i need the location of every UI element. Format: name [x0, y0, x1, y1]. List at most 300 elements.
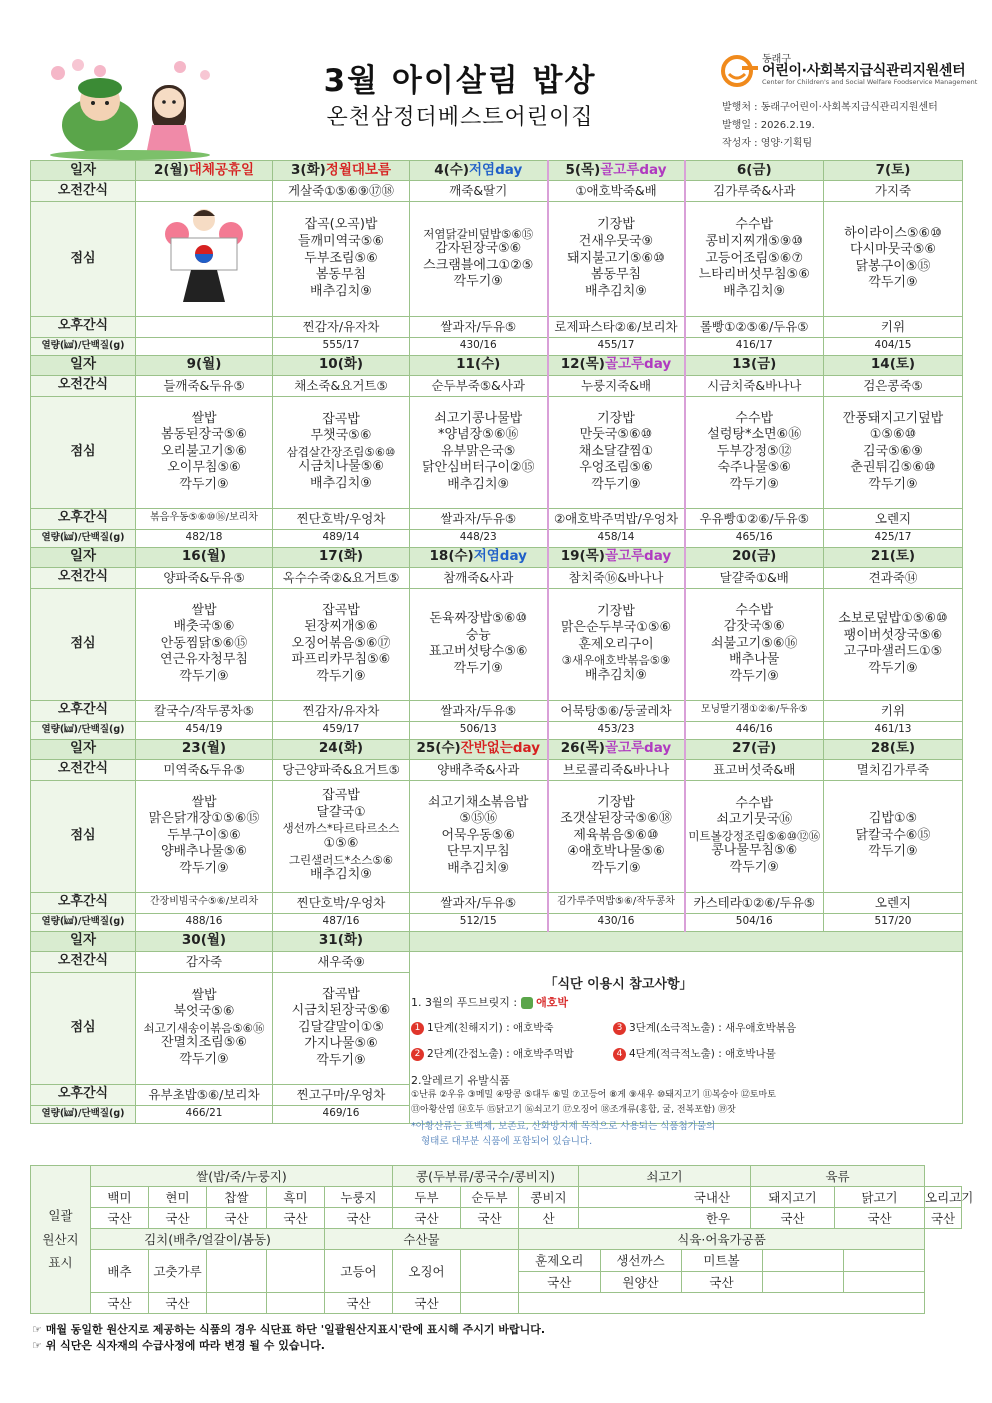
pm-snack-text: 롤빵①②⑤⑥/두유⑤ — [699, 318, 809, 334]
lunch-item: 닭칼국수⑥⑮ — [855, 827, 931, 843]
am-snack-text: 표고버섯죽&배 — [713, 761, 796, 777]
lunch-cell — [824, 588, 963, 700]
lunch-item: 깍두기⑨ — [868, 844, 918, 860]
lunch-item: 기장밥 — [597, 217, 635, 233]
day-header — [273, 547, 410, 567]
lunch-item: 깍두기⑨ — [179, 477, 229, 493]
lunch-item: 봄동된장국⑤⑥ — [160, 427, 248, 443]
origin-rice-item: 흑미 — [267, 1187, 325, 1208]
lunch-item: 느타리버섯무침⑤⑥ — [698, 267, 810, 283]
lunch-item: 우엉조림⑤⑥ — [579, 460, 653, 476]
origin-meat-item: 돼지고기 — [751, 1187, 835, 1208]
publish-date: 발행일 : 2026.2.19. — [722, 120, 815, 131]
am-snack-cell — [548, 567, 685, 588]
kcal-cell: 448/23 — [410, 529, 548, 547]
origin-value: 국산 — [393, 1208, 461, 1229]
lunch-cell — [548, 780, 685, 892]
pm-snack-cell — [136, 700, 273, 721]
am-snack-cell — [273, 951, 410, 972]
lunch-item: 스크램블에그①②⑤ — [423, 257, 534, 273]
lunch-item: 맑은닭개장①⑤⑥⑮ — [148, 811, 260, 827]
origin-value: 한우 — [579, 1208, 751, 1229]
kcal-cell: 458/14 — [548, 529, 685, 547]
day-date: 27(금) — [732, 740, 777, 757]
am-snack-text: 양배추죽&사과 — [437, 761, 520, 777]
org-logo-icon — [720, 54, 760, 88]
kcal-cell: 482/18 — [136, 529, 273, 547]
origin-processed-header: 식육·어육가공품 — [519, 1229, 925, 1250]
pm-snack-text: 키위 — [880, 318, 906, 334]
origin-rice-item: 백미 — [91, 1187, 149, 1208]
am-snack-cell — [410, 375, 548, 396]
day-date: 7(토) — [875, 161, 911, 178]
notes-title: 「식단 이용시 참고사항」 — [544, 977, 693, 992]
row-label-am: 오전간식 — [31, 759, 136, 780]
lunch-item: 오징어볶음⑤⑥⑰ — [291, 635, 391, 651]
lunch-item: 깍두기⑨ — [729, 669, 779, 685]
day-header — [548, 547, 685, 567]
lunch-item: 고구마샐러드①⑤ — [843, 644, 943, 660]
pm-snack-cell — [136, 508, 273, 529]
pm-snack-cell — [136, 1084, 273, 1105]
day-header — [685, 355, 824, 375]
pm-snack-cell — [548, 700, 685, 721]
lunch-item: 배추김치⑨ — [310, 476, 372, 492]
lunch-cell — [548, 588, 685, 700]
day-header — [273, 355, 410, 375]
row-label-day: 일자 — [31, 931, 136, 951]
lunch-item: 두부구이⑤⑥ — [167, 827, 241, 843]
lunch-item: 오리불고기⑤⑥ — [160, 443, 248, 459]
kcal-cell: 455/17 — [548, 337, 685, 355]
am-snack-row — [31, 951, 963, 972]
lunch-cell — [136, 202, 273, 317]
lunch-item: 깍두기⑨ — [868, 275, 918, 291]
day-header — [824, 739, 963, 759]
am-snack-cell — [685, 567, 824, 588]
kcal-cell: 430/16 — [410, 337, 548, 355]
lunch-item: 된장찌개⑤⑥ — [304, 619, 378, 635]
lunch-item: ①⑤⑥⑩ — [869, 427, 917, 443]
step-4: 4 4단계(적극적노출) : 애호박나물 — [613, 1046, 776, 1061]
lunch-item: 달걀국① — [316, 804, 366, 820]
am-snack-text: 시금치죽&바나나 — [707, 377, 802, 393]
lunch-cell — [685, 396, 824, 508]
lunch-item: 숙주나물⑤⑥ — [717, 460, 792, 476]
kcal-row — [31, 913, 963, 931]
lunch-item: 깍두기⑨ — [316, 1053, 366, 1069]
sulfite-note-1: *아황산류는 표백제, 보존료, 산화방지제 목적으로 사용되는 식품첨가물의 — [411, 1121, 716, 1132]
day-tag: 골고루day — [604, 356, 672, 373]
origin-side-label: 일괄 원산지 표시 — [31, 1166, 91, 1314]
step-4-icon: 4 — [613, 1048, 626, 1061]
pm-snack-text: 칼국수/작두콩차⑤ — [154, 702, 254, 718]
pm-snack-cell — [273, 316, 410, 337]
am-snack-text: ①애호박죽&배 — [575, 183, 657, 198]
am-snack-cell — [824, 375, 963, 396]
step-2-icon: 2 — [411, 1048, 424, 1061]
step-1-icon: 1 — [411, 1022, 424, 1035]
day-date: 20(금) — [732, 548, 777, 565]
lunch-item: 닭안심버터구이②⑮ — [421, 460, 535, 476]
page-header — [0, 0, 992, 160]
am-snack-text: 미역죽&두유⑤ — [163, 761, 245, 777]
am-snack-text: 당근양파죽&요거트⑤ — [282, 761, 400, 777]
am-snack-text: 옥수수죽②&요거트⑤ — [282, 569, 400, 585]
origin-bean-item: 콩비지 — [519, 1187, 579, 1208]
lunch-item: 수수밥 — [735, 410, 774, 426]
day-header — [410, 355, 548, 375]
lunch-item: 쌀밥 — [191, 602, 217, 618]
sulfite-note-2: 형태로 대부분 식품에 포함되어 있습니다. — [421, 1136, 593, 1147]
processed-subtable — [519, 1250, 924, 1292]
origin-kimchi-header: 김치(배추/얼갈이/봄동) — [91, 1229, 325, 1250]
kcal-cell: 461/13 — [824, 721, 963, 739]
day-date: 9(월) — [186, 356, 222, 373]
day-date: 2(월) — [154, 161, 189, 178]
lunch-cell — [273, 972, 410, 1084]
zucchini-icon — [521, 997, 533, 1009]
am-snack-cell — [824, 567, 963, 588]
row-label-kcal: 열량(㎉)/단백질(g) — [31, 337, 136, 355]
pm-snack-text: 키위 — [880, 702, 906, 718]
origin-seafood-item: 고등어 — [325, 1250, 393, 1293]
am-snack-cell — [136, 951, 273, 972]
lunch-item: 쇠고기채소볶음밥 — [428, 794, 529, 810]
am-snack-cell — [548, 759, 685, 780]
day-date: 13(금) — [732, 356, 777, 373]
lunch-item: 돼지불고기⑤⑥⑩ — [567, 250, 665, 266]
origin-value: 국산 — [519, 1271, 600, 1292]
lunch-item: *양념장⑤⑥⑯ — [438, 427, 519, 443]
step-1: 1 1단계(친해지기) : 애호박죽 — [411, 1020, 554, 1035]
am-snack-cell — [548, 181, 685, 202]
pm-snack-text: 찐고구마/우엉차 — [296, 1086, 386, 1102]
origin-processed-item: 훈제오리 — [519, 1250, 600, 1271]
am-snack-row — [31, 375, 963, 396]
lunch-item: 감자된장국⑤⑥ — [435, 241, 522, 257]
kcal-cell: 459/17 — [273, 721, 410, 739]
lunch-item: 쌀밥 — [191, 410, 217, 426]
lunch-item: 수수밥 — [735, 602, 774, 618]
pm-snack-cell — [136, 316, 273, 337]
lunch-item: 조갯살된장국⑤⑥⑱ — [560, 811, 672, 827]
day-date: 23(월) — [181, 740, 227, 757]
row-label-lunch: 점심 — [31, 396, 136, 508]
pm-snack-cell — [273, 508, 410, 529]
lunch-item: 미트볼강정조림⑤⑥⑩⑫⑯ — [688, 828, 821, 843]
pm-snack-text: 카스테라①②⑥/두유⑤ — [693, 894, 815, 910]
lunch-item: ①⑤⑥ — [323, 836, 359, 852]
lunch-item: 양배추나물⑤⑥ — [160, 844, 248, 860]
pm-snack-text: 모닝딸기잼①②⑥/두유⑤ — [700, 704, 808, 716]
week-header-row — [31, 355, 963, 375]
lunch-item: 김국⑤⑥⑨ — [862, 443, 924, 459]
pm-snack-row — [31, 700, 963, 721]
pm-snack-text: 쌀과자/두유⑤ — [440, 318, 517, 334]
row-label-pm: 오후간식 — [31, 508, 136, 529]
lunch-item: 시금치된장국⑤⑥ — [291, 1003, 391, 1019]
kcal-cell: 488/16 — [136, 913, 273, 931]
lunch-item: 무챗국⑤⑥ — [310, 428, 372, 444]
day-header — [136, 547, 273, 567]
lunch-item: 고등어조림⑤⑥⑦ — [705, 250, 804, 266]
pm-snack-cell — [824, 892, 963, 913]
origin-value: 국산 — [91, 1208, 149, 1229]
lunch-item: 들깨미역국⑤⑥ — [297, 233, 385, 249]
lunch-item: 저염닭갈비덮밥⑤⑥⑮ — [423, 226, 534, 241]
lunch-item: 수수밥 — [735, 217, 774, 233]
kcal-cell: 555/17 — [273, 337, 410, 355]
foodbridge-label: 1. 3월의 푸드브릿지 : — [411, 996, 518, 1009]
lunch-item: 쌀밥 — [191, 794, 217, 810]
kcal-cell: 506/13 — [410, 721, 548, 739]
pm-snack-cell — [410, 892, 548, 913]
am-snack-cell — [273, 181, 410, 202]
kcal-row — [31, 337, 963, 355]
row-label-pm: 오후간식 — [31, 1084, 136, 1105]
day-header — [410, 161, 548, 181]
pm-snack-cell — [410, 700, 548, 721]
origin-value: 국산 — [91, 1293, 149, 1314]
pm-snack-cell — [548, 892, 685, 913]
pm-snack-cell — [548, 508, 685, 529]
lunch-item: 깍두기⑨ — [179, 669, 229, 685]
flag-girl-illustration — [149, 202, 259, 310]
lunch-item: 김밥①⑤ — [868, 811, 918, 827]
lunch-item: ③새우애호박볶음⑤⑨ — [561, 653, 671, 668]
row-label-kcal: 열량(㎉)/단백질(g) — [31, 1105, 136, 1123]
origin-meat-item: 오리고기 — [925, 1187, 962, 1208]
lunch-cell — [136, 780, 273, 892]
pm-snack-cell — [685, 700, 824, 721]
origin-value: 국산 — [681, 1271, 762, 1292]
origin-bean-header: 콩(두부류/콩국수/콩비지) — [393, 1166, 579, 1187]
row-label-pm: 오후간식 — [31, 316, 136, 337]
pm-snack-cell — [410, 508, 548, 529]
pm-snack-text: 오렌지 — [874, 510, 912, 526]
lunch-item: 배추김치⑨ — [310, 867, 372, 883]
day-date: 3(화) — [291, 161, 326, 178]
am-snack-row — [31, 181, 963, 202]
lunch-item: 만둣국⑤⑥⑩ — [579, 427, 653, 443]
row-label-kcal: 열량(㎉)/단백질(g) — [31, 913, 136, 931]
lunch-cell — [136, 588, 273, 700]
lunch-item: 잡곡밥 — [322, 602, 360, 618]
lunch-item: 기장밥 — [597, 794, 635, 810]
am-snack-cell — [410, 759, 548, 780]
lunch-cell — [824, 396, 963, 508]
allergy-title: 2.알레르기 유발식품 — [411, 1074, 510, 1087]
am-snack-cell — [685, 375, 824, 396]
lunch-item: 표고버섯탕수⑤⑥ — [428, 644, 528, 660]
lunch-item: 깍두기⑨ — [179, 1052, 229, 1068]
am-snack-cell — [136, 567, 273, 588]
lunch-item: 깍두기⑨ — [729, 860, 779, 876]
lunch-item: 배추김치⑨ — [585, 668, 647, 684]
lunch-item: 숭늉 — [465, 627, 491, 643]
day-date: 12(목) — [560, 356, 605, 373]
lunch-item: 어묵우동⑤⑥ — [441, 827, 516, 843]
page-subtitle: 온천삼정더베스트어린이집 — [326, 105, 594, 130]
kcal-cell: 466/21 — [136, 1105, 273, 1123]
lunch-item: 유부맑은국⑤ — [441, 443, 516, 459]
day-date: 26(목) — [560, 740, 605, 757]
am-snack-text: 게살죽①⑤⑥⑨⑰⑱ — [287, 183, 395, 198]
origin-value: 국산 — [149, 1208, 207, 1229]
lunch-cell — [410, 202, 548, 317]
day-date: 16(월) — [181, 548, 227, 565]
lunch-item: 배추김치⑨ — [723, 283, 786, 299]
origin-processed-item: 생선까스 — [600, 1250, 681, 1271]
lunch-item: 하이라이스⑤⑥⑩ — [844, 225, 942, 241]
org-english-name: Center for Children's and Social Welfare Foodservice Management — [762, 78, 978, 86]
lunch-item: 가지나물⑤⑥ — [304, 1036, 378, 1052]
pm-snack-cell — [273, 892, 410, 913]
am-snack-text: 채소죽&요거트⑤ — [294, 377, 388, 393]
lunch-item: 김달걀말이①⑤ — [297, 1019, 385, 1035]
pm-snack-cell — [824, 700, 963, 721]
am-snack-cell — [136, 759, 273, 780]
lunch-cell — [273, 202, 410, 317]
pm-snack-text: 쌀과자/두유⑤ — [440, 894, 517, 910]
lunch-cell — [685, 780, 824, 892]
lunch-row — [31, 202, 963, 317]
row-label-lunch: 점심 — [31, 780, 136, 892]
kcal-cell: 404/15 — [824, 337, 963, 355]
day-tag: 골고루day — [604, 740, 672, 757]
lunch-item: 쇠고기뭇국⑯ — [716, 812, 793, 828]
lunch-cell — [548, 202, 685, 317]
lunch-item: 소보로덮밥①⑤⑥⑩ — [838, 610, 948, 626]
day-header — [136, 161, 273, 181]
pm-snack-row — [31, 316, 963, 337]
pm-snack-text: 어묵탕⑤⑥/둥굴레차 — [560, 702, 672, 718]
lunch-item: 생선까스*타르타르소스 — [282, 821, 400, 836]
org-district: 동래구 — [762, 54, 791, 65]
am-snack-cell — [685, 759, 824, 780]
am-snack-text: 들깨죽&두유⑤ — [163, 377, 245, 393]
day-tag: 정월대보름 — [325, 161, 391, 178]
kcal-cell: 469/16 — [273, 1105, 410, 1123]
origin-rice-item: 현미 — [149, 1187, 207, 1208]
lunch-item: 쇠고기새송이볶음⑤⑥⑯ — [143, 1020, 265, 1035]
origin-bean-item: 두부 — [393, 1187, 461, 1208]
am-snack-text: 새우죽⑨ — [317, 953, 365, 969]
pm-snack-text: 오렌지 — [874, 894, 912, 910]
pm-snack-text: 찐감자/유자차 — [302, 318, 380, 334]
footer-note-1: ☞ 매월 동일한 원산지로 제공하는 식품의 경우 식단표 하단 '일괄원산지표시'란에 표시해 주시기 바랍니다. — [32, 1323, 546, 1336]
day-date: 4(수) — [434, 161, 470, 178]
week-header-row — [31, 547, 963, 567]
step-3-icon: 3 — [613, 1022, 626, 1035]
lunch-item: 설렁탕*소면⑥⑯ — [707, 427, 802, 443]
lunch-item: 기장밥 — [597, 410, 635, 426]
lunch-item: 돈육짜장밥⑤⑥⑩ — [429, 610, 528, 626]
am-snack-text: 순두부죽⑤&사과 — [431, 377, 525, 393]
lunch-cell — [824, 202, 963, 317]
pm-snack-text: 유부초밥⑤⑥/보리차 — [148, 1086, 260, 1102]
lunch-item: 잡곡밥 — [322, 788, 360, 804]
am-snack-cell — [136, 375, 273, 396]
lunch-item: 깍두기⑨ — [729, 477, 779, 493]
lunch-cell — [548, 396, 685, 508]
day-date: 31(화) — [318, 932, 364, 949]
lunch-item: 깍두기⑨ — [453, 660, 503, 676]
day-date: 17(화) — [318, 548, 364, 565]
lunch-cell — [410, 588, 548, 700]
week-header-row — [31, 739, 963, 759]
foodbridge-food: 애호박 — [536, 996, 568, 1009]
day-header — [685, 547, 824, 567]
kcal-cell: 454/19 — [136, 721, 273, 739]
page-title: 3월 아이살림 밥상 — [323, 63, 597, 99]
am-snack-row — [31, 567, 963, 588]
lunch-cell — [273, 780, 410, 892]
day-tag: 골고루day — [600, 161, 667, 178]
day-date: 25(수) — [416, 740, 461, 757]
lunch-item: 팽이버섯장국⑤⑥ — [843, 627, 943, 643]
lunch-item: 잡곡밥 — [322, 986, 360, 1002]
pm-snack-row — [31, 892, 963, 913]
day-header — [824, 161, 963, 181]
children-illustration — [40, 55, 220, 160]
lunch-cell — [136, 396, 273, 508]
day-date: 6(금) — [736, 161, 772, 178]
day-date: 14(토) — [870, 356, 916, 373]
kcal-cell: 453/23 — [548, 721, 685, 739]
origin-value: 국산 — [461, 1208, 519, 1229]
pm-snack-cell — [685, 508, 824, 529]
kcal-cell: 512/15 — [410, 913, 548, 931]
lunch-cell — [685, 588, 824, 700]
origin-beef-header: 쇠고기 — [579, 1166, 751, 1187]
day-header — [273, 931, 410, 951]
pm-snack-text: ②애호박주먹밥/우엉차 — [553, 510, 679, 526]
lunch-cell — [685, 202, 824, 317]
am-snack-text: 감자죽 — [185, 953, 223, 969]
kcal-cell: 416/17 — [685, 337, 824, 355]
pm-snack-cell — [824, 316, 963, 337]
row-label-kcal: 열량(㎉)/단백질(g) — [31, 529, 136, 547]
row-label-lunch: 점심 — [31, 202, 136, 317]
day-date: 30(월) — [181, 932, 227, 949]
day-tag: 저염day — [469, 161, 523, 178]
origin-value: 국산 — [925, 1208, 962, 1229]
pm-snack-cell — [824, 508, 963, 529]
origin-processed-item: 미트볼 — [681, 1250, 762, 1271]
row-label-am: 오전간식 — [31, 951, 136, 972]
row-label-pm: 오후간식 — [31, 892, 136, 913]
day-date: 19(목) — [560, 548, 605, 565]
lunch-item: 콩비지찌개⑤⑨⑩ — [705, 233, 804, 249]
lunch-item: 기장밥 — [597, 603, 635, 619]
am-snack-text: 브로콜리죽&바나나 — [562, 761, 670, 777]
am-snack-cell — [410, 567, 548, 588]
am-snack-cell — [273, 375, 410, 396]
pm-snack-cell — [273, 1084, 410, 1105]
lunch-item: 잡곡밥 — [322, 411, 360, 427]
lunch-item: 봄동무침 — [590, 267, 642, 283]
lunch-item: 쌀밥 — [191, 987, 217, 1003]
lunch-item: 깍두기⑨ — [179, 861, 229, 877]
pm-snack-text: 찐감자/유자차 — [302, 702, 380, 718]
origin-rice-header: 쌀(밥/죽/누룽지) — [91, 1166, 393, 1187]
origin-beef-item: 국내산 — [579, 1187, 751, 1208]
origin-meat-header: 육류 — [751, 1166, 925, 1187]
am-snack-cell — [824, 759, 963, 780]
kcal-cell — [136, 337, 273, 355]
